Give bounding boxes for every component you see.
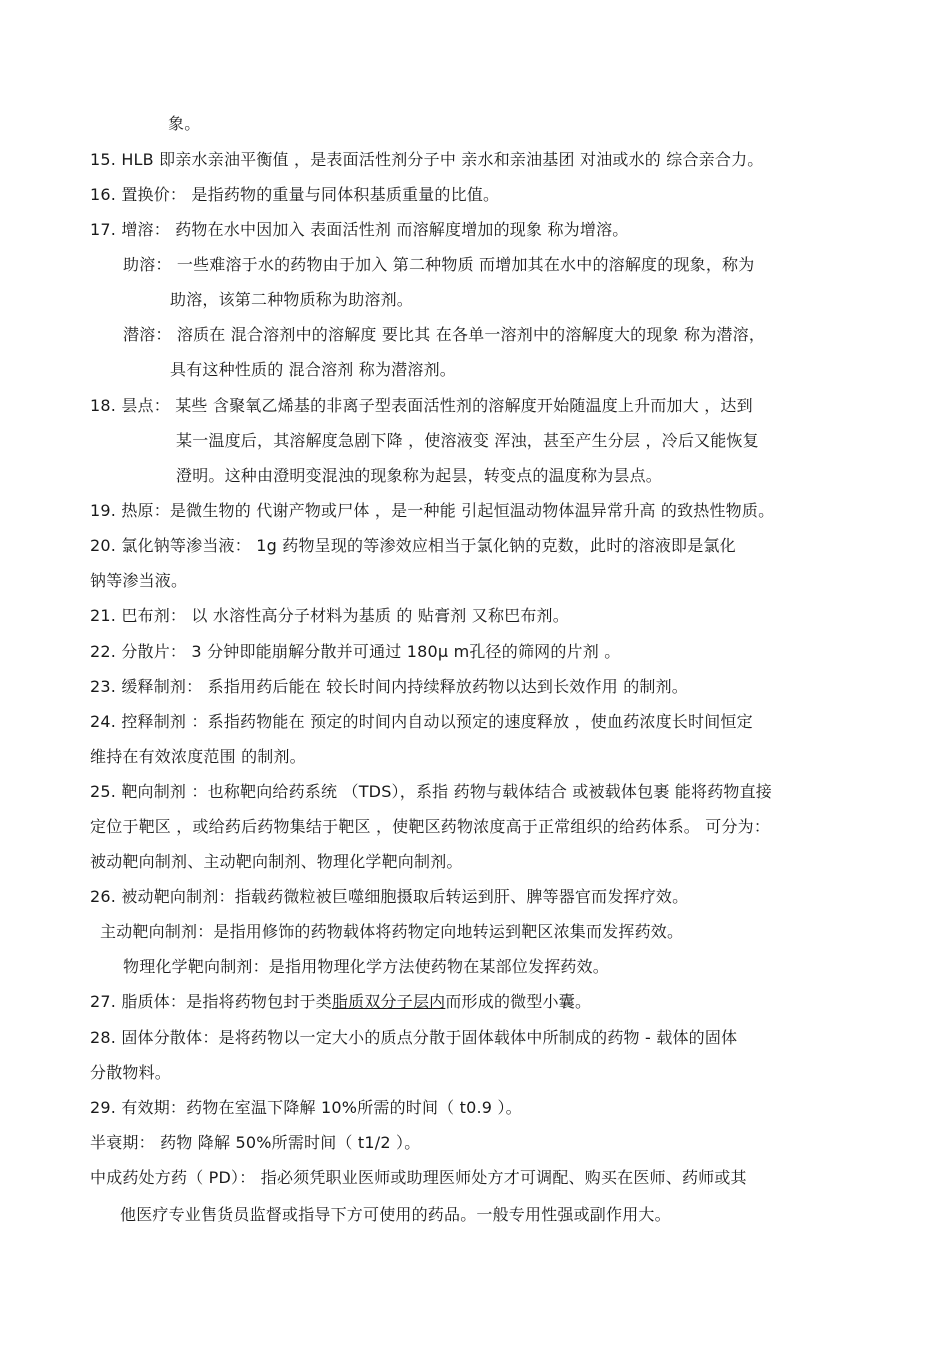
text-line: 他医疗专业售货员监督或指导下方可使用的药品。一般专用性强或副作用大。 — [120, 1205, 671, 1224]
term-prescription-tcm: 中成药处方药（ PD）： 指必须凭职业医师或助理医师处方才可调配、购买在医师、药师或其 — [90, 1168, 747, 1187]
term-17-solubilization: 17. 增溶： 药物在水中因加入 表面活性剂 而溶解度增加的现象 称为增溶。 — [90, 220, 629, 239]
term-23-sustained-release: 23. 缓释制剂： 系指用药后能在 较长时间内持续释放药物以达到长效作用 的制剂。 — [90, 677, 688, 696]
text-line: 被动靶向制剂、主动靶向制剂、物理化学靶向制剂。 — [90, 852, 463, 871]
text-span: 27. 脂质体：是指将药物包封于类 — [90, 992, 332, 1011]
text-line: 澄明。这种由澄明变混浊的现象称为起昙，转变点的温度称为昙点。 — [176, 466, 663, 485]
term-27-liposome — [90, 992, 591, 1012]
underlined-text: 脂质双分子层内 — [331, 992, 446, 1011]
text-line: 维持在有效浓度范围 的制剂。 — [90, 747, 306, 766]
text-line: 助溶，该第二种物质称为助溶剂。 — [170, 290, 414, 309]
term-22-dispersible-tablet: 22. 分散片： 3 分钟即能崩解分散并可通过 180μ m孔径的筛网的片剂 。 — [90, 642, 621, 661]
term-20-nacl-equivalent: 20. 氯化钠等渗当液： 1g 药物呈现的等渗效应相当于氯化钠的克数，此时的溶液即是氯化 — [90, 536, 736, 555]
term-active-targeting: 主动靶向制剂：是指用修饰的药物载体将药物定向地转运到靶区浓集而发挥药效。 — [100, 922, 684, 941]
term-physicochemical-targeting: 物理化学靶向制剂：是指用物理化学方法使药物在某部位发挥药效。 — [123, 957, 610, 976]
text-span: 而形成的微型小囊。 — [445, 992, 592, 1011]
term-cosolvency: 潜溶： 溶质在 混合溶剂中的溶解度 要比其 在各单一溶剂中的溶解度大的现象 称为潜溶， — [123, 325, 766, 344]
text-line: 象。 — [168, 114, 201, 133]
term-21-cataplasm: 21. 巴布剂： 以 水溶性高分子材料为基质 的 贴膏剂 又称巴布剂。 — [90, 606, 569, 625]
term-28-solid-dispersion: 28. 固体分散体：是将药物以一定大小的质点分散于固体载体中所制成的药物 - 载体的固体 — [90, 1028, 738, 1047]
term-29-shelf-life: 29. 有效期：药物在室温下降解 10%所需的时间（ t0.9 ）。 — [90, 1098, 522, 1117]
term-18-cloud-point: 18. 昙点： 某些 含聚氧乙烯基的非离子型表面活性剂的溶解度开始随温度上升而加大 ，达到 — [90, 396, 753, 415]
term-25-targeted: 25. 靶向制剂 ：也称靶向给药系统 （TDS），系指 药物与载体结合 或被载体包裹 能将药物直接 — [90, 782, 773, 801]
term-26-passive-targeting: 26. 被动靶向制剂：指载药微粒被巨噬细胞摄取后转运到肝、脾等器官而发挥疗效。 — [90, 887, 689, 906]
term-half-life: 半衰期： 药物 降解 50%所需时间（ t1/2 ）。 — [90, 1133, 421, 1152]
term-16-displacement-value: 16. 置换价： 是指药物的重量与同体积基质重量的比值。 — [90, 185, 500, 204]
text-line: 定位于靶区 ，或给药后药物集结于靶区 ，使靶区药物浓度高于正常组织的给药体系。 可分为： — [90, 817, 771, 836]
term-19-pyrogen: 19. 热原：是微生物的 代谢产物或尸体 ，是一种能 引起恒温动物体温异常升高 的致热性物质。 — [90, 501, 775, 520]
text-line: 某一温度后，其溶解度急剧下降 ，使溶液变 浑浊，甚至产生分层 ，冷后又能恢复 — [176, 431, 759, 450]
term-24-controlled-release: 24. 控释制剂 ：系指药物能在 预定的时间内自动以预定的速度释放 ，使血药浓度长时间恒定 — [90, 712, 753, 731]
text-line: 分散物料。 — [90, 1063, 172, 1082]
term-hydrotropy: 助溶： 一些难溶于水的药物由于加入 第二种物质 而增加其在水中的溶解度的现象，称为 — [123, 255, 755, 274]
text-line: 具有这种性质的 混合溶剂 称为潜溶剂。 — [170, 360, 456, 379]
text-line: 钠等渗当液。 — [90, 571, 188, 590]
term-15-hlb: 15. HLB 即亲水亲油平衡值 ，是表面活性剂分子中 亲水和亲油基团 对油或水的 综合亲合力。 — [90, 150, 764, 169]
